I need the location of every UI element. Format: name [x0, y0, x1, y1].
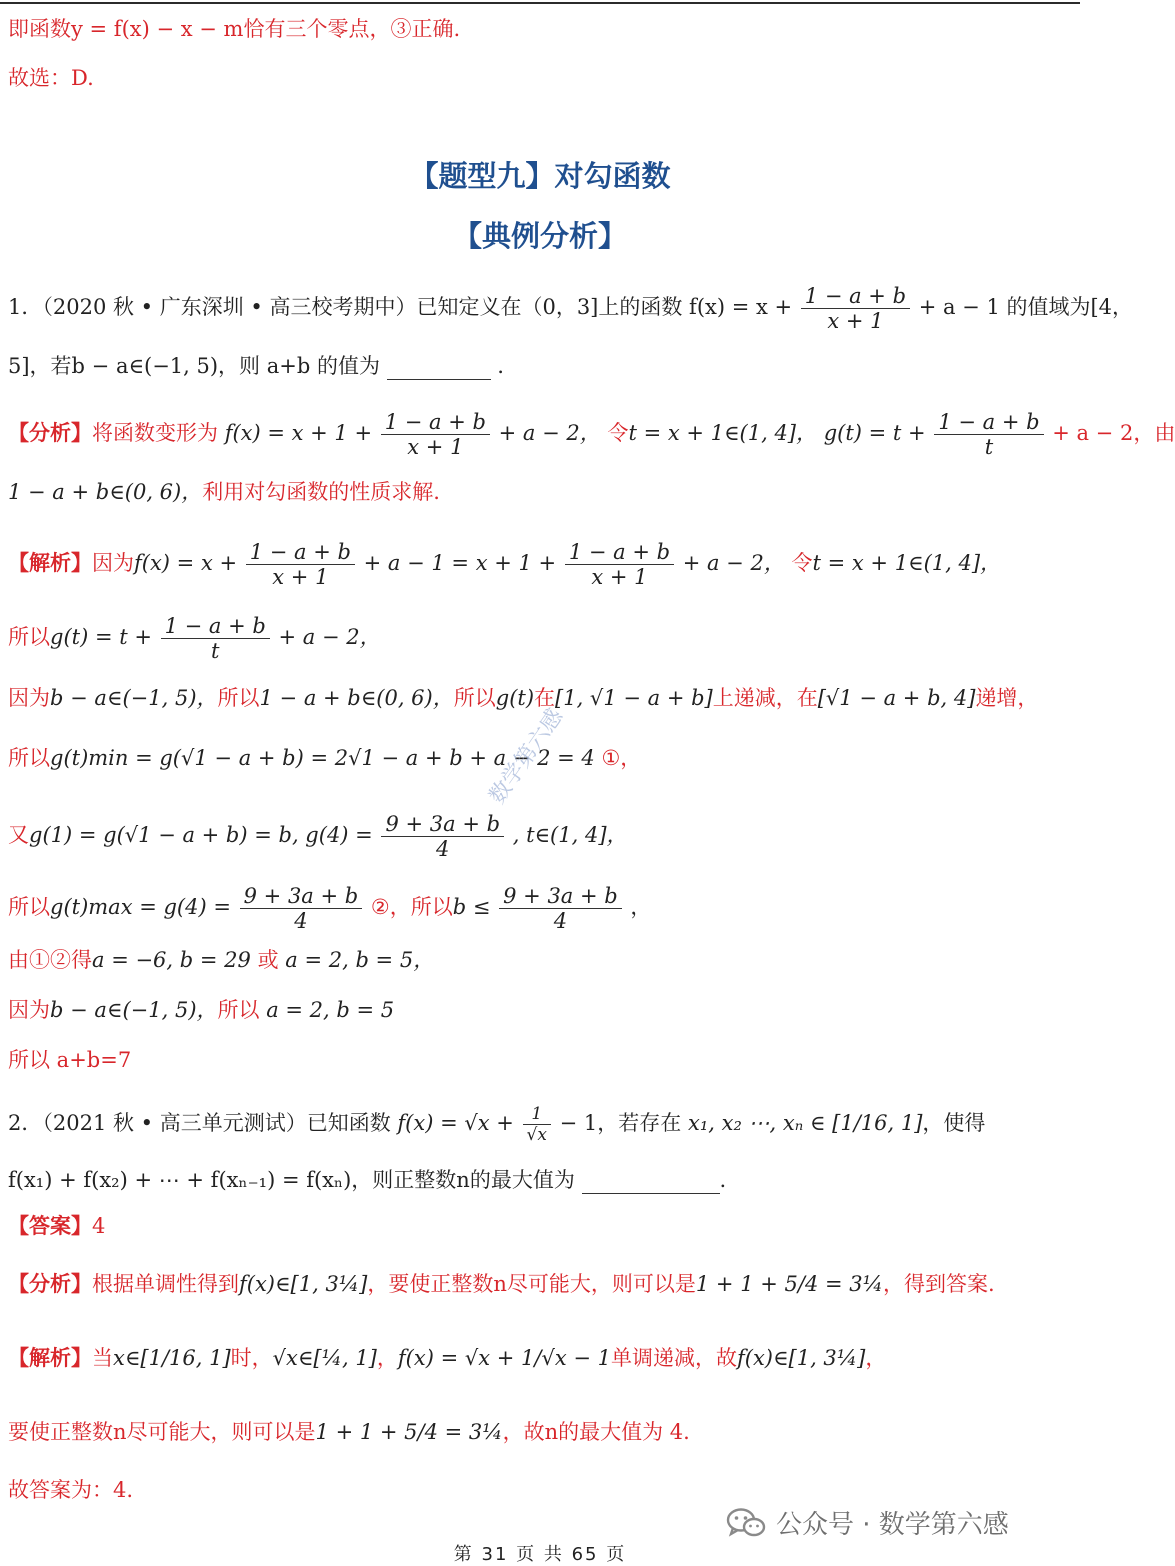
section-title: 【题型九】对勾函数 — [409, 159, 671, 193]
q1-sol-3i: 上递减，在 — [712, 686, 818, 710]
q1-sol-4c: ①， — [601, 746, 642, 770]
frac-num: 1 − a + b — [249, 540, 351, 564]
q1-sol-3j: [√1 − a + b, 4] — [817, 686, 976, 710]
q1-sol-8c: 所以 — [217, 998, 260, 1022]
q1-analysis-1d: 令 — [607, 421, 629, 445]
q1-sol-2a: 所以 — [8, 625, 50, 649]
q2-analysis-b: f(x)∈[1, 3¼] — [239, 1272, 368, 1296]
q1-solution-tag: 【解析】 — [8, 551, 92, 575]
q1-sol-1b: f(x) = x + — [134, 551, 238, 575]
q1-analysis-1c: + a − 2， — [498, 421, 601, 445]
q2-answer-line — [8, 1212, 105, 1240]
q1-sol-frac-2 — [565, 540, 674, 589]
watermark: 数学第六感 — [484, 704, 569, 809]
q2-analysis-line — [8, 1270, 995, 1298]
wechat-account-badge — [726, 1504, 1009, 1541]
q2-stem-line2-a: f(x₁) + f(x₂) + ⋯ + f(xₙ₋₁) = f(xₙ)，则正整数n的最大值为 — [8, 1168, 575, 1192]
q2-sol-1f: f(x) = √x + 1/√x − 1 — [397, 1346, 611, 1370]
q1-sol-frac-6 — [499, 884, 622, 933]
q2-stem-e: [1/16, 1] — [832, 1111, 923, 1135]
q2-stem-line2-b: . — [719, 1168, 727, 1192]
wechat-account-label: 公众号 · 数学第六感 — [776, 1510, 1009, 1540]
q1-sol-6c: ②，所以 — [370, 895, 453, 919]
q1-sol-4a: 所以 — [8, 746, 50, 770]
q2-answer-value: 4 — [92, 1214, 106, 1238]
q1-answer-blank — [387, 357, 491, 380]
q1-sol-3f: g(t) — [495, 686, 535, 710]
frac-num: 1 − a + b — [384, 410, 486, 434]
q1-sol-3c: 所以 — [217, 686, 260, 710]
q1-solution-line-1 — [8, 540, 1001, 589]
q1-solution-line-7 — [8, 946, 434, 974]
q1-sol-8b: b − a∈(−1, 5)， — [50, 998, 218, 1022]
q1-sol-frac-1 — [246, 540, 355, 589]
q1-analysis-1f: g(t) = t + — [823, 421, 926, 445]
q2-stem-b: f(x) = √x + — [397, 1111, 514, 1135]
q2-sol-1d: √x∈[¼, 1] — [272, 1346, 377, 1370]
frac-den: t — [161, 638, 270, 663]
q2-answer-blank — [582, 1171, 720, 1194]
wechat-icon — [726, 1507, 766, 1539]
frac-num: 1 − a + b — [568, 540, 671, 564]
q1-sol-8a: 因为 — [8, 998, 50, 1022]
q1-stem-a: 1．（2020 秋 • 广东深圳 • 高三校考期中）已知定义在（0，3]上的函数 f(x) = x + — [8, 295, 793, 319]
q1-analysis-1b: f(x) = x + 1 + — [224, 421, 373, 445]
q2-sol-2a: 要使正整数n尽可能大，则可以是 — [8, 1420, 316, 1444]
q1-analysis-line-2 — [8, 478, 440, 506]
q2-sol-1a: 当 — [92, 1346, 113, 1370]
q1-sol-7b: a = −6, b = 29 — [92, 948, 251, 972]
q1-sol-3a: 因为 — [8, 686, 50, 710]
q1-analysis-2b: 利用对勾函数的性质求解. — [202, 480, 440, 504]
q1-sol-1d: + a − 2， — [682, 551, 785, 575]
q1-analysis-frac-1 — [381, 410, 490, 459]
frac-num: 9 + 3a + b — [385, 812, 501, 836]
carryover-line-2: 故选：D. — [8, 66, 94, 90]
q2-solution-line-2 — [8, 1418, 690, 1446]
q1-sol-3d: 1 − a + b∈(0, 6)， — [259, 686, 454, 710]
q1-sol-6e: ， — [630, 895, 652, 919]
frac-den: t — [934, 434, 1043, 459]
q2-solution-line-1 — [8, 1344, 886, 1372]
q2-analysis-d: 1 + 1 + 5/4 = 3¼ — [695, 1272, 883, 1296]
q2-stem-c: − 1，若存在 — [559, 1111, 682, 1135]
q1-stem-b: + a − 1 的值域为[4， — [918, 295, 1134, 319]
q2-analysis-tag: 【分析】 — [8, 1272, 92, 1296]
q1-sol-5c: , t∈(1, 4]， — [512, 823, 628, 847]
q2-analysis-a: 根据单调性得到 — [92, 1272, 239, 1296]
q1-sol-1c: + a − 1 = x + 1 + — [363, 551, 557, 575]
q1-stem-line-1 — [8, 284, 1133, 333]
q1-sol-1f: t = x + 1∈(1, 4]， — [812, 551, 1002, 575]
q1-sol-4b: g(t)min = g(√1 − a + b) = 2√1 − a + b + a − 2 = 4 — [50, 746, 595, 770]
q1-solution-line-2 — [8, 614, 381, 663]
q1-sol-6d: b ≤ — [452, 895, 491, 919]
q2-analysis-e: ，得到答案. — [882, 1272, 995, 1296]
q1-sol-3e: 所以 — [453, 686, 496, 710]
q2-stem-f: ，使得 — [922, 1111, 986, 1135]
q1-stem-line2-b: ． — [497, 354, 519, 378]
q1-solution-line-3 — [8, 684, 1038, 712]
q1-sol-3h: [1, √1 − a + b] — [555, 686, 713, 710]
q1-stem-line2-a: 5]，若b − a∈(−1, 5)，则 a+b 的值为 — [8, 354, 380, 378]
q2-sol-1g: 单调递减，故 — [610, 1346, 737, 1370]
q1-sol-3g: 在 — [534, 686, 556, 710]
q1-sol-5b: g(1) = g(√1 − a + b) = b, g(4) = — [29, 823, 373, 847]
q2-stem-a: 2．（2021 秋 • 高三单元测试）已知函数 — [8, 1111, 391, 1135]
q1-analysis-frac-2 — [934, 410, 1043, 459]
q2-answer-tag: 【答案】 — [8, 1214, 92, 1238]
q1-sol-frac-5 — [240, 884, 363, 933]
q1-sol-6a: 所以 — [8, 895, 50, 919]
q2-sol-1b: x∈[1/16, 1] — [113, 1346, 231, 1370]
q2-sol-1h: f(x)∈[1, 3¼] — [736, 1346, 866, 1370]
q1-sol-3k: 递增， — [975, 686, 1039, 710]
frac-den: 4 — [499, 908, 622, 933]
q1-sol-3b: b − a∈(−1, 5)， — [50, 686, 218, 710]
q1-analysis-line-1 — [8, 410, 1175, 459]
q1-solution-line-9: 所以 a+b=7 — [8, 1048, 132, 1072]
q1-analysis-tag: 【分析】 — [8, 421, 92, 445]
q1-sol-7d: a = 2, b = 5， — [285, 948, 435, 972]
frac-num: 1 − a + b — [164, 614, 266, 638]
q1-solution-line-6 — [8, 884, 651, 933]
q1-sol-8d: a = 2, b = 5 — [266, 998, 395, 1022]
q1-stem-fraction — [801, 284, 910, 333]
q1-sol-frac-3 — [161, 614, 270, 663]
top-rule — [0, 2, 1080, 4]
q2-solution-line-3: 故答案为：4. — [8, 1478, 134, 1502]
q1-analysis-2a: 1 − a + b∈(0, 6)， — [8, 480, 203, 504]
frac-den: 4 — [240, 908, 363, 933]
q2-analysis-c: ，要使正整数n尽可能大，则可以是 — [367, 1272, 696, 1296]
q1-sol-2c: + a − 2， — [278, 625, 381, 649]
q2-sol-2c: ，故n的最大值为 4. — [502, 1420, 690, 1444]
carryover-line-1: 即函数y = f(x) − x − m恰有三个零点，③正确. — [8, 17, 461, 41]
q1-stem-line-2 — [8, 352, 518, 380]
frac-num: 1 − a + b — [938, 410, 1040, 434]
q1-analysis-1a: 将函数变形为 — [92, 421, 218, 445]
q2-sol-1i: ， — [865, 1346, 887, 1370]
q2-stem-line-2 — [8, 1166, 726, 1194]
q1-sol-6b: g(t)max = g(4) = — [50, 895, 231, 919]
q1-stem-frac-num: 1 − a + b — [804, 284, 907, 308]
q1-analysis-1e: t = x + 1∈(1, 4]， — [628, 421, 817, 445]
q1-sol-1e: 令 — [791, 551, 813, 575]
q2-stem-fraction — [523, 1104, 551, 1145]
frac-num: 9 + 3a + b — [243, 884, 359, 908]
q1-sol-7c: 或 — [257, 948, 279, 972]
q1-analysis-1g: + a − 2，由 — [1052, 421, 1175, 445]
frac-den: √x — [523, 1124, 551, 1145]
q1-sol-frac-4 — [381, 812, 504, 861]
section-subtitle: 【典例分析】 — [452, 219, 627, 253]
q2-sol-2b: 1 + 1 + 5/4 = 3¼ — [315, 1420, 503, 1444]
q1-solution-line-5 — [8, 812, 628, 861]
q1-sol-1a: 因为 — [92, 551, 134, 575]
q1-sol-2b: g(t) = t + — [50, 625, 152, 649]
page-footer: 第 31 页 共 65 页 — [453, 1544, 627, 1565]
frac-den: 4 — [381, 836, 504, 861]
frac-den: x + 1 — [565, 564, 674, 589]
frac-den: x + 1 — [246, 564, 355, 589]
q1-sol-5a: 又 — [8, 823, 29, 847]
q2-stem-d: x₁, x₂ ⋯, xₙ ∈ — [687, 1111, 826, 1135]
q2-solution-tag: 【解析】 — [8, 1346, 92, 1370]
q1-stem-frac-den: x + 1 — [801, 308, 910, 333]
q2-stem-line-1 — [8, 1104, 985, 1145]
q1-sol-7a: 由①②得 — [8, 948, 92, 972]
frac-num: 1 — [531, 1104, 543, 1124]
q2-sol-1e: ， — [376, 1346, 398, 1370]
q2-sol-1c: 时， — [230, 1346, 273, 1370]
frac-den: x + 1 — [381, 434, 490, 459]
q1-solution-line-8 — [8, 996, 394, 1024]
frac-num: 9 + 3a + b — [503, 884, 618, 908]
